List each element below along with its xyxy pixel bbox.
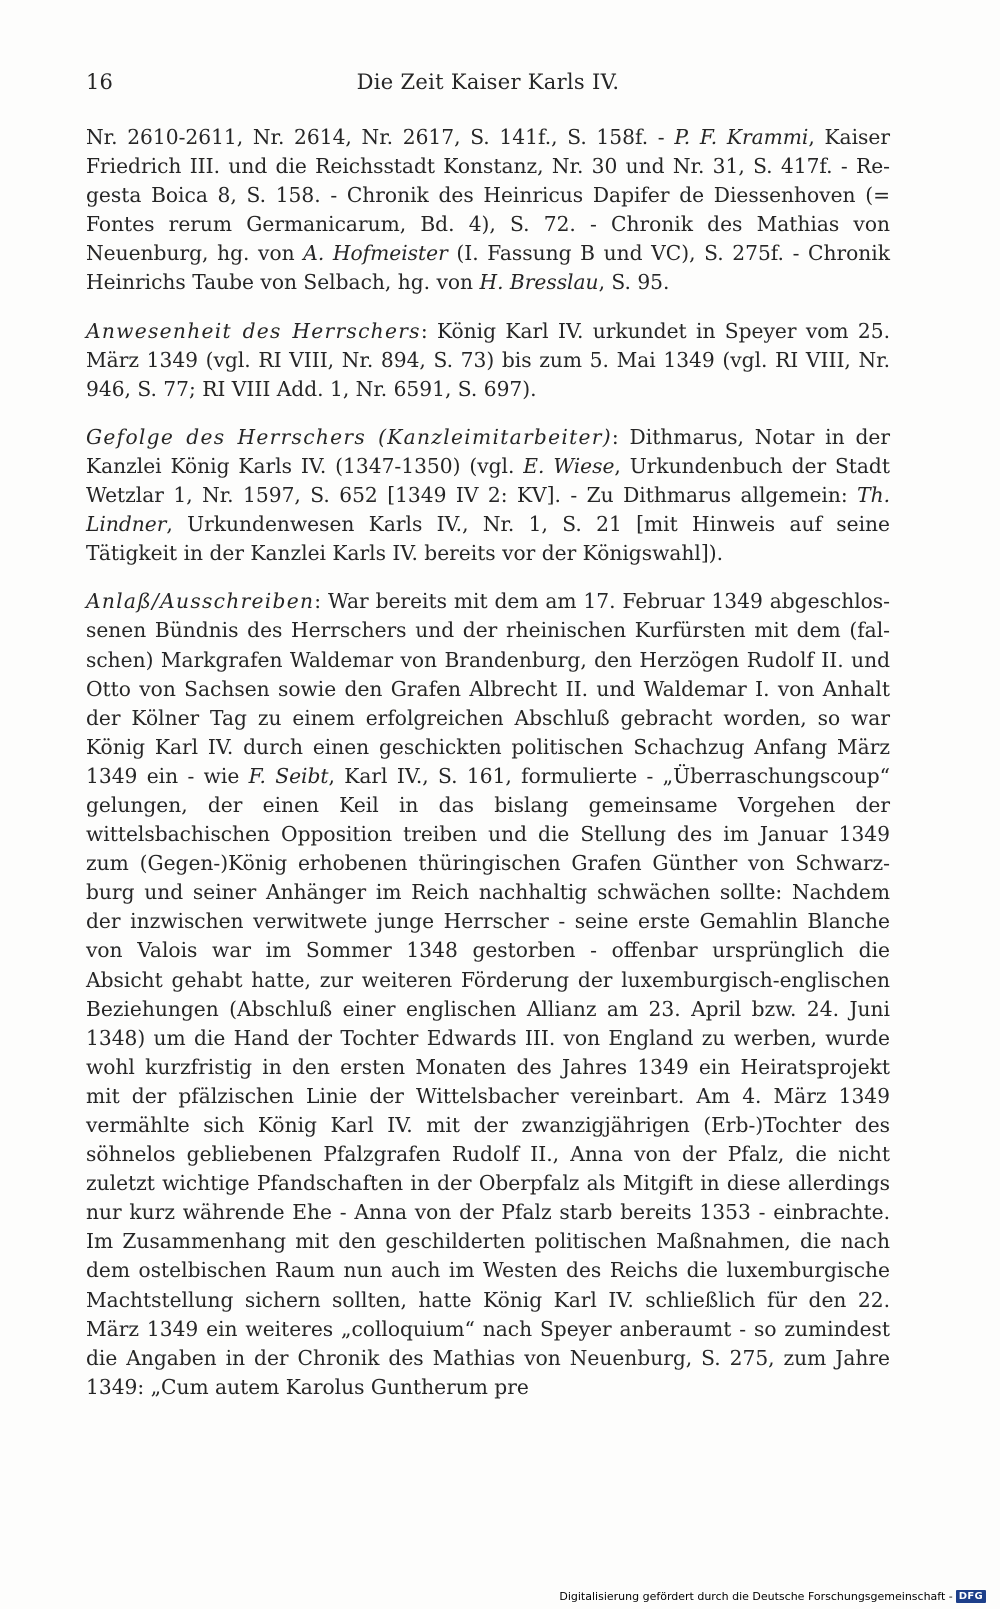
author-name: A. Hofmeister [303,241,448,266]
text-run: : War bereits mit dem am 17. Februar 1349 abgeschlossenen Bündnis des Herrschers und der rheinischen Kurfürsten mit dem (falschen) Markgrafen Waldemar von Brandenburg, den Herzögen Rudolf II. und Otto von Sachsen sowie den Grafen Albrecht II. und Waldemar I. von Anhalt der Kölner Tag zu einem erfolgreichen Abschluß gebracht worden, so war König Karl IV. durch einen geschickten politischen Schachzug Anfang März 1349 ein - wie [86,589,890,788]
paragraph-occasion [86,587,890,1402]
dfg-logo: DFG [956,1590,986,1603]
text-run: (I. Fassung B und VC), S. 275f. - Chronik Heinrichs Taube von Selbach, hg. von [86,241,890,295]
section-heading: Anwesenheit des Herrschers [86,318,421,343]
author-name: Th. Lindner [86,483,890,537]
page-header [86,70,890,100]
text-run: Nr. 2610-2611, Nr. 2614, Nr. 2617, S. 141f., S. 158f. - [86,125,675,149]
body-text [86,123,890,1402]
author-name: P. F. Krammi [674,125,809,149]
text-run: , Karl IV., S. 161, formulierte - „Überraschungscoup“ gelungen, der einen Keil in das bislang gemeinsame Vorgehen der wittelsbachischen Opposition treiben und die Stellung des im Januar 1349 zum (Gegen-)König erhobenen thüringischen Grafen Günther von Schwarzburg und seiner Anhänger im Reich nachhaltig schwächen sollte: Nachdem der inzwischen verwitwete junge Herrscher - seine erste Gemahlin Blanche von Valois war im Sommer 1348 gestorben - offenbar ursprünglich die Absicht gehabt hatte, zur weiteren Förderung der luxemburgisch-englischen Beziehungen (Abschluß einer englischen Allianz am 23. April bzw. 24. Juni 1348) um die Hand der Tochter Edwards III. von England zu werben, wurde wohl kurzfristig in den ersten Monaten des Jahres 1349 ein Heiratsprojekt mit der pfälzischen Linie der Wittelsbacher vereinbart. Am 4. März 1349 vermählte sich König Karl IV. mit der zwanzigjährigen (Erb-)Tochter des söhnelos gebliebenen Pfalzgrafen Rudolf II., Anna von der Pfalz, die nicht zuletzt wichtige Pfandschaften in der Oberpfalz als Mitgift in diese allerdings nur kurz währende Ehe - Anna von der Pfalz starb bereits 1353 - einbrachte. Im Zusammenhang mit den geschilderten politischen Maßnahmen, die nach dem ostelbischen Raum nun auch im Westen des Reichs die luxemburgische Machtstellung sichern sollten, hatte König Karl IV. schließlich für den 22. März 1349 ein weiteres „colloquium“ nach Speyer anberaumt - so zumindest die Angaben in der Chronik des Mathias von Neuenburg, S. 275, zum Jahre 1349: „Cum autem Karolus Guntherum pre [86,763,891,1399]
text-run: : König Karl IV. urkundet in Speyer vom 25. März 1349 (vgl. RI VIII, Nr. 894, S. 73) bis zum 5. Mai 1349 (vgl. RI VIII, Nr. 946, S. 77; RI VIII Add. 1, Nr. 6591, S. 697). [86,318,890,401]
paragraph-sources [86,123,890,298]
paragraph-entourage [86,423,890,568]
author-name: H. Bresslau [479,270,599,295]
text-run: , Urkundenwesen Karls IV., Nr. 1, S. 21 [mit Hinweis auf seine Tätigkeit in der Kanzlei Karls IV. bereits vor der Königswahl]). [86,512,890,566]
paragraph-presence [86,317,890,404]
text-run: , S. 95. [598,270,670,295]
running-title: Die Zeit Kaiser Karls IV. [356,70,620,94]
text-run: : Dithmarus, Notar in der Kanzlei König Karls IV. (1347-1350) (vgl. [86,424,890,478]
section-heading: Gefolge des Herrschers (Kanzleimitarbeiter) [86,424,612,449]
digitization-footer [559,1590,986,1603]
author-name: F. Seibt [248,763,329,788]
page-number: 16 [86,70,114,94]
author-name: E. Wiese [523,453,615,478]
text-run: , Kaiser Friedrich III. und die Reichsstadt Konstanz, Nr. 30 und Nr. 31, S. 417f. - Regesta Boica 8, S. 158. - Chronik des Heinricus Dapifer de Diessenhoven (= Fontes rerum Germanicarum, Bd. 4), S. 72. - Chronik des Mathias von Neuenburg, hg. von [86,125,891,266]
footer-text: Digitalisierung gefördert durch die Deutsche Forschungsgemeinschaft - [559,1590,953,1603]
section-heading: Anlaß/Ausschreiben [86,589,315,614]
text-run: , Urkundenbuch der Stadt Wetzlar 1, Nr. 1597, S. 652 [1349 IV 2: KV]. - Zu Dithmarus allgemein: [86,453,890,508]
